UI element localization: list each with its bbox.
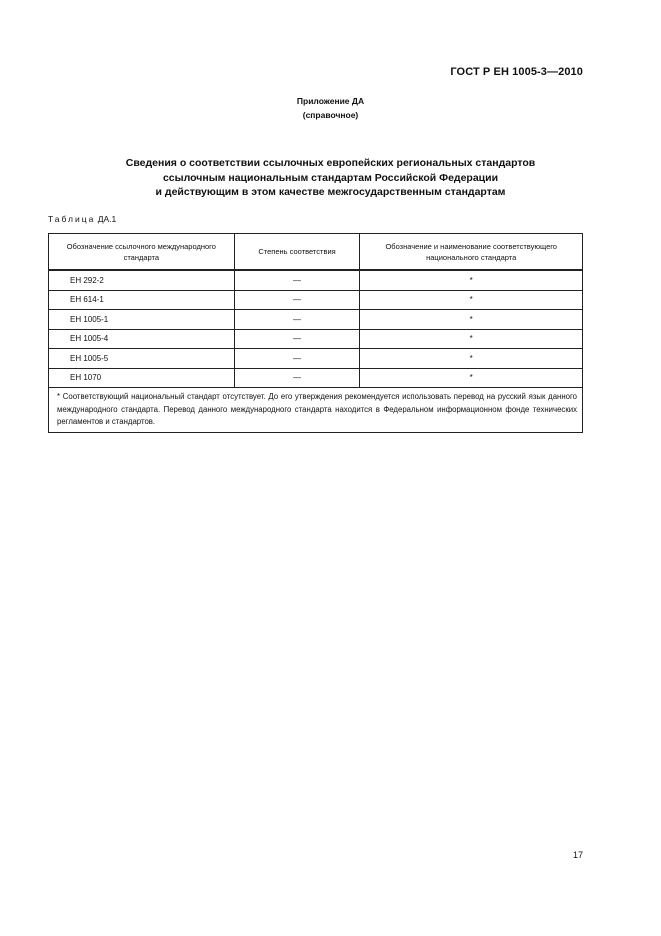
cell-national: *	[360, 368, 583, 388]
table-label-number: ДА.1	[97, 214, 117, 224]
column-header-international: Обозначение ссылочного международного стандарта	[49, 234, 235, 271]
cell-national: *	[360, 290, 583, 310]
cell-degree: —	[234, 270, 360, 290]
cell-degree: —	[234, 290, 360, 310]
column-header-national: Обозначение и наименование соответствующего национального стандарта	[360, 234, 583, 271]
appendix-subtitle: (справочное)	[302, 110, 359, 120]
section-heading	[60, 156, 601, 200]
table-row	[49, 329, 583, 349]
cell-degree: —	[234, 310, 360, 330]
appendix-title: Приложение ДА	[296, 96, 365, 106]
cell-national: *	[360, 270, 583, 290]
cell-degree: —	[234, 349, 360, 369]
cell-code: ЕН 1005-4	[49, 329, 235, 349]
table-row	[49, 368, 583, 388]
table-label-word: Таблица	[48, 214, 96, 224]
table-row	[49, 290, 583, 310]
cell-national: *	[360, 329, 583, 349]
cell-degree: —	[234, 368, 360, 388]
column-header-degree: Степень соответствия	[234, 234, 360, 271]
page-number: 17	[572, 850, 583, 860]
table-row	[49, 349, 583, 369]
table-footnote-row	[49, 388, 583, 433]
cell-national: *	[360, 349, 583, 369]
cell-code: ЕН 614-1	[49, 290, 235, 310]
cell-code: ЕН 292-2	[49, 270, 235, 290]
heading-line-1: Сведения о соответствии ссылочных европейских региональных стандартов	[125, 157, 536, 169]
table-footnote: * Соответствующий национальный стандарт отсутствует. До его утверждения рекомендуется использовать перевод на русский язык данного международного стандарта. Перевод данного международного стандарта находится в Федеральном информационном фонде технических регламентов и стандартов.	[49, 388, 583, 433]
table-row	[49, 310, 583, 330]
cell-code: ЕН 1070	[49, 368, 235, 388]
table-row	[49, 270, 583, 290]
table-label	[48, 214, 116, 224]
heading-line-2: ссылочным национальным стандартам Российской Федерации	[162, 171, 499, 184]
cell-code: ЕН 1005-5	[49, 349, 235, 369]
heading-line-3: и действующим в этом качестве межгосударственным стандартам	[155, 186, 506, 198]
document-code: ГОСТ Р ЕН 1005-3—2010	[450, 66, 583, 78]
cell-national: *	[360, 310, 583, 330]
table-header-row	[49, 234, 583, 271]
correspondence-table	[48, 233, 583, 433]
appendix-heading	[0, 94, 661, 122]
cell-degree: —	[234, 329, 360, 349]
cell-code: ЕН 1005-1	[49, 310, 235, 330]
